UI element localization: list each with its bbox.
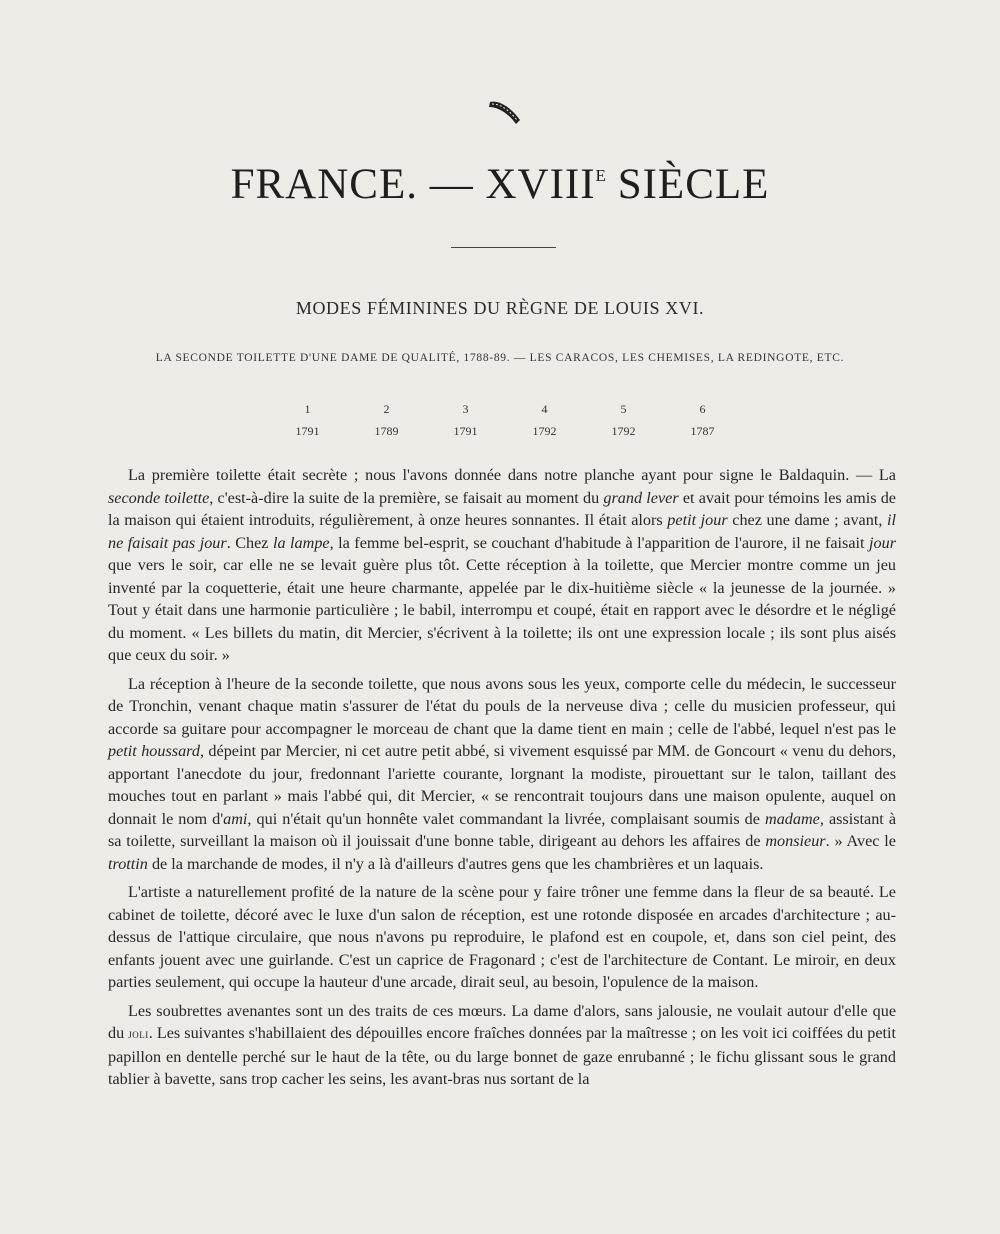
subtitle: MODES FÉMININES DU RÈGNE DE LOUIS XVI. xyxy=(295,298,705,318)
plate-number: 5 xyxy=(620,401,627,416)
plate-year: 1791 xyxy=(295,423,320,438)
plate-year: 1789 xyxy=(374,423,399,438)
plate-number: 6 xyxy=(699,401,706,416)
paragraph-2: La réception à l'heure de la seconde toilette, que nous avons sous les yeux, comporte celle du médecin, le successeur de Tronchin, venant chaque matin s'assurer de l'état du pouls de la nerveuse diva ; celle du musicien professeur, qui accorde sa guitare pour accompagner le morceau de chant que la dame tient en main ; celle de l'abbé, lequel n'est pas le petit houssard, dépeint par Mercier, ni cet autre petit abbé, si vivement esquissé par MM. de Goncourt « venu du dehors, apportant l'anecdote du jour, fredonnant l'ariette courante, lorgnant la modiste, pirouettant sur le talon, taillant des mouches tout en parlant » mais l'abbé qui, dit Mercier, « se rencontrait toujours dans une maison opulente, auquel on donnait le nom d'ami, qui n'était qu'un honnête valet commandant la livrée, complaisant soumis de madame, assistant à sa toilette, surveillant la maison où il jouissait d'une bonne table, dirigeant au dehors les affaires de monsieur. » Avec le trottin de la marchande de modes, il n'y a là d'ailleurs d'autres gens que les chambrières et un laquais. xyxy=(108,674,897,873)
plate-numbers-row xyxy=(268,398,748,420)
plate-year: 1792 xyxy=(611,423,636,438)
plate-number: 1 xyxy=(304,401,311,416)
plate-year: 1787 xyxy=(690,423,715,438)
body-text xyxy=(108,464,896,1097)
paragraph-4: Les soubrettes avenantes sont un des traits de ces mœurs. La dame d'alors, sans jalousie, ne voulait autour d'elle que du joli. Les suivantes s'habillaient des dépouilles encore fraîches données par la maîtresse ; on les voit ici coiffées du petit papillon en dentelle perché sur le haut de la tête, ou du large bonnet de gaze enrubanné ; le fichu glissant sous le grand tablier à bavette, sans trop cacher les seins, les avant-bras nus sortant de la xyxy=(108,1001,896,1088)
paragraph-3: L'artiste a naturellement profité de la nature de la scène pour y faire trôner une femme dans la fleur de sa beauté. Le cabinet de toilette, décoré avec le luxe d'un salon de réception, est une rotonde disposée en arcades d'architecture ; au-dessus de l'attique circulaire, que nous n'avons pu reproduire, le plafond est en coupole, et, dans son ciel peint, des enfants jouent avec une guirlande. C'est un caprice de Fragonard ; c'est de l'architecture de Contant. Le miroir, en deux parties seulement, qui occupe la hauteur d'une arcade, dirait seul, au besoin, l'opulence de la maison. xyxy=(108,883,896,991)
title-divider xyxy=(451,247,556,248)
plate-year: 1791 xyxy=(453,423,478,438)
plate-index xyxy=(268,398,748,442)
plate-caption: LA SECONDE TOILETTE D'UNE DAME DE QUALITÉ, 1788-89. — LES CARACOS, LES CHEMISES, LA REDINGOTE, ETC. xyxy=(155,352,845,364)
plate-number: 4 xyxy=(541,401,548,416)
plate-year: 1792 xyxy=(532,423,557,438)
ornament-icon xyxy=(486,96,526,130)
plate-years-row xyxy=(268,420,748,442)
plate-number: 3 xyxy=(462,401,469,416)
page-title: FRANCE. — $XVIII^E$ SIÈCLE xyxy=(230,161,770,208)
plate-number: 2 xyxy=(383,401,390,416)
paragraph-1: La première toilette était secrète ; nous l'avons donnée dans notre planche ayant pour signe le Baldaquin. — La seconde toilette, c'est-à-dire la suite de la première, se faisait au moment du grand lever et avait pour témoins les amis de la maison qui étaient introduits, régulièrement, à onze heures sonnantes. Il était alors petit jour chez une dame ; avant, il ne faisait pas jour. Chez la lampe, la femme bel-esprit, se couchant d'habitude à l'apparition de l'aurore, il ne faisait jour que vers le soir, car elle ne se levait guère plus tôt. Cette réception à la toilette, que Mercier montre comme un jeu inventé par la coquetterie, était une heure charmante, appelée par le dix-huitième siècle « la jeunesse de la journée. » Tout y était dans une harmonie particulière ; le babil, interrompu et coupé, était en rapport avec le désordre et le négligé du moment. « Les billets du matin, dit Mercier, s'écrivent à la toilette; ils ont une expression locale ; ils sont plus aisés que ceux du soir. » xyxy=(108,466,897,664)
